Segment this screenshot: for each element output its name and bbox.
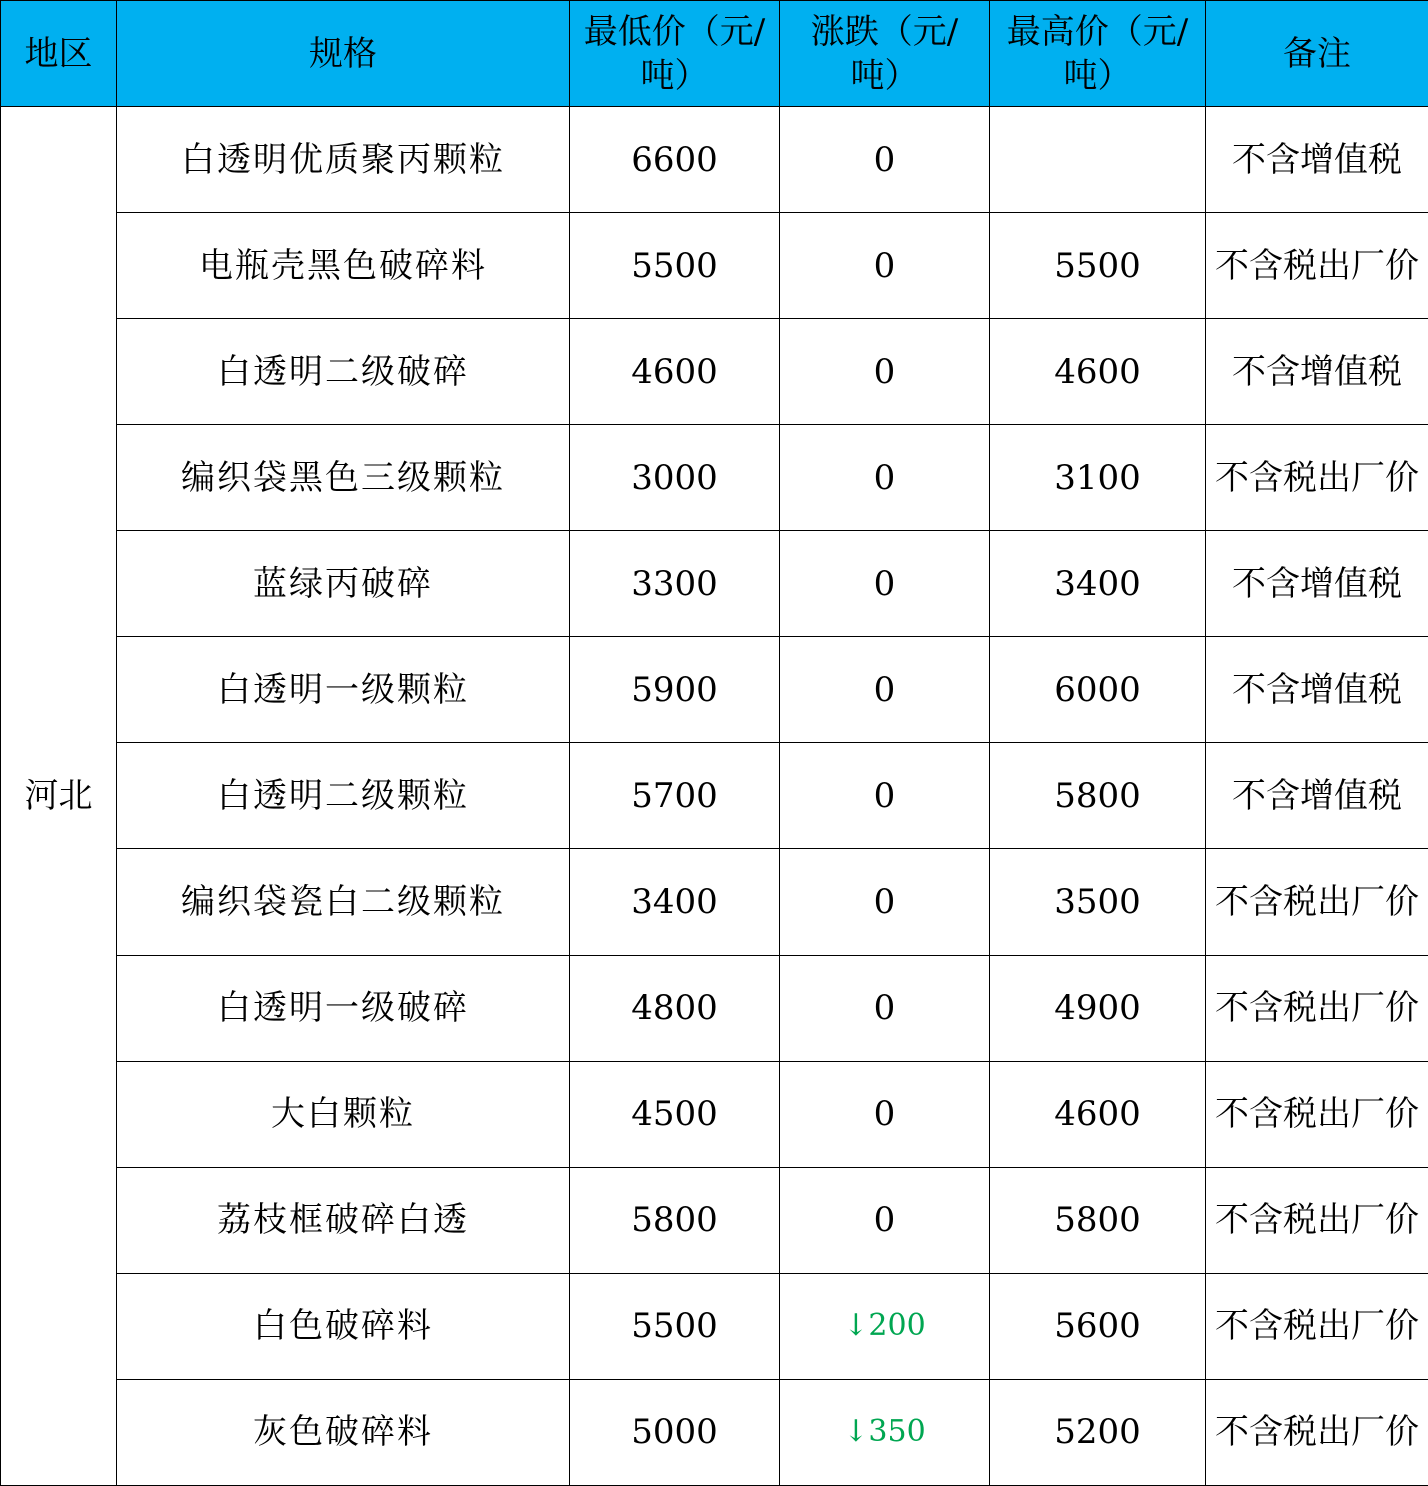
cell-note: 不含增值税 (1206, 107, 1428, 213)
cell-change: 0 (780, 955, 990, 1061)
cell-change: 0 (780, 319, 990, 425)
table-row (1, 849, 1428, 955)
cell-change: 0 (780, 637, 990, 743)
cell-min-price: 3300 (570, 531, 780, 637)
cell-change: 0 (780, 107, 990, 213)
cell-min-price: 4600 (570, 319, 780, 425)
cell-max-price: 5600 (990, 1273, 1206, 1379)
cell-spec: 白色破碎料 (117, 1273, 570, 1379)
cell-region: 河北 (1, 107, 117, 1486)
cell-min-price: 6600 (570, 107, 780, 213)
cell-note: 不含税出厂价 (1206, 1273, 1428, 1379)
cell-max-price: 3400 (990, 531, 1206, 637)
cell-max-price: 4600 (990, 1061, 1206, 1167)
header-region: 地区 (1, 1, 117, 107)
table-header (1, 1, 1428, 107)
cell-change: 0 (780, 213, 990, 319)
table-row (1, 1273, 1428, 1379)
header-spec: 规格 (117, 1, 570, 107)
table-row (1, 213, 1428, 319)
cell-spec: 白透明一级破碎 (117, 955, 570, 1061)
cell-change: 0 (780, 1167, 990, 1273)
table-body (1, 107, 1428, 1486)
cell-change: ↓350 (780, 1379, 990, 1485)
cell-min-price: 5500 (570, 1273, 780, 1379)
cell-max-price: 6000 (990, 637, 1206, 743)
cell-spec: 编织袋黑色三级颗粒 (117, 425, 570, 531)
cell-max-price: 3500 (990, 849, 1206, 955)
cell-change: 0 (780, 849, 990, 955)
cell-change: 0 (780, 1061, 990, 1167)
cell-note: 不含税出厂价 (1206, 1167, 1428, 1273)
header-row (1, 1, 1428, 107)
cell-change: 0 (780, 743, 990, 849)
header-change: 涨跌（元/吨） (780, 1, 990, 107)
table-row (1, 107, 1428, 213)
cell-min-price: 5800 (570, 1167, 780, 1273)
cell-max-price: 4600 (990, 319, 1206, 425)
header-min-price: 最低价（元/吨） (570, 1, 780, 107)
cell-spec: 大白颗粒 (117, 1061, 570, 1167)
table-row (1, 319, 1428, 425)
cell-spec: 荔枝框破碎白透 (117, 1167, 570, 1273)
cell-spec: 编织袋瓷白二级颗粒 (117, 849, 570, 955)
cell-spec: 电瓶壳黑色破碎料 (117, 213, 570, 319)
cell-min-price: 3400 (570, 849, 780, 955)
cell-min-price: 5000 (570, 1379, 780, 1485)
cell-spec: 白透明二级破碎 (117, 319, 570, 425)
cell-note: 不含税出厂价 (1206, 1061, 1428, 1167)
cell-change: ↓200 (780, 1273, 990, 1379)
header-note: 备注 (1206, 1, 1428, 107)
cell-change: 0 (780, 531, 990, 637)
table-row (1, 1167, 1428, 1273)
cell-min-price: 5900 (570, 637, 780, 743)
table-row (1, 743, 1428, 849)
cell-max-price: 4900 (990, 955, 1206, 1061)
cell-min-price: 3000 (570, 425, 780, 531)
cell-max-price: 5800 (990, 1167, 1206, 1273)
cell-note: 不含增值税 (1206, 743, 1428, 849)
cell-max-price: 3100 (990, 425, 1206, 531)
table-row (1, 531, 1428, 637)
cell-note: 不含税出厂价 (1206, 849, 1428, 955)
cell-max-price (990, 107, 1206, 213)
table-row (1, 425, 1428, 531)
table-row (1, 955, 1428, 1061)
cell-max-price: 5200 (990, 1379, 1206, 1485)
table-row (1, 1061, 1428, 1167)
cell-min-price: 5500 (570, 213, 780, 319)
header-max-price: 最高价（元/吨） (990, 1, 1206, 107)
cell-spec: 白透明一级颗粒 (117, 637, 570, 743)
cell-spec: 白透明优质聚丙颗粒 (117, 107, 570, 213)
cell-spec: 蓝绿丙破碎 (117, 531, 570, 637)
cell-spec: 白透明二级颗粒 (117, 743, 570, 849)
cell-max-price: 5800 (990, 743, 1206, 849)
cell-max-price: 5500 (990, 213, 1206, 319)
cell-note: 不含税出厂价 (1206, 1379, 1428, 1485)
cell-spec: 灰色破碎料 (117, 1379, 570, 1485)
cell-note: 不含增值税 (1206, 531, 1428, 637)
cell-min-price: 5700 (570, 743, 780, 849)
cell-min-price: 4500 (570, 1061, 780, 1167)
cell-note: 不含税出厂价 (1206, 955, 1428, 1061)
cell-min-price: 4800 (570, 955, 780, 1061)
cell-change: 0 (780, 425, 990, 531)
cell-note: 不含增值税 (1206, 319, 1428, 425)
cell-note: 不含税出厂价 (1206, 425, 1428, 531)
table-row (1, 637, 1428, 743)
cell-note: 不含增值税 (1206, 637, 1428, 743)
table-row (1, 1379, 1428, 1485)
cell-note: 不含税出厂价 (1206, 213, 1428, 319)
